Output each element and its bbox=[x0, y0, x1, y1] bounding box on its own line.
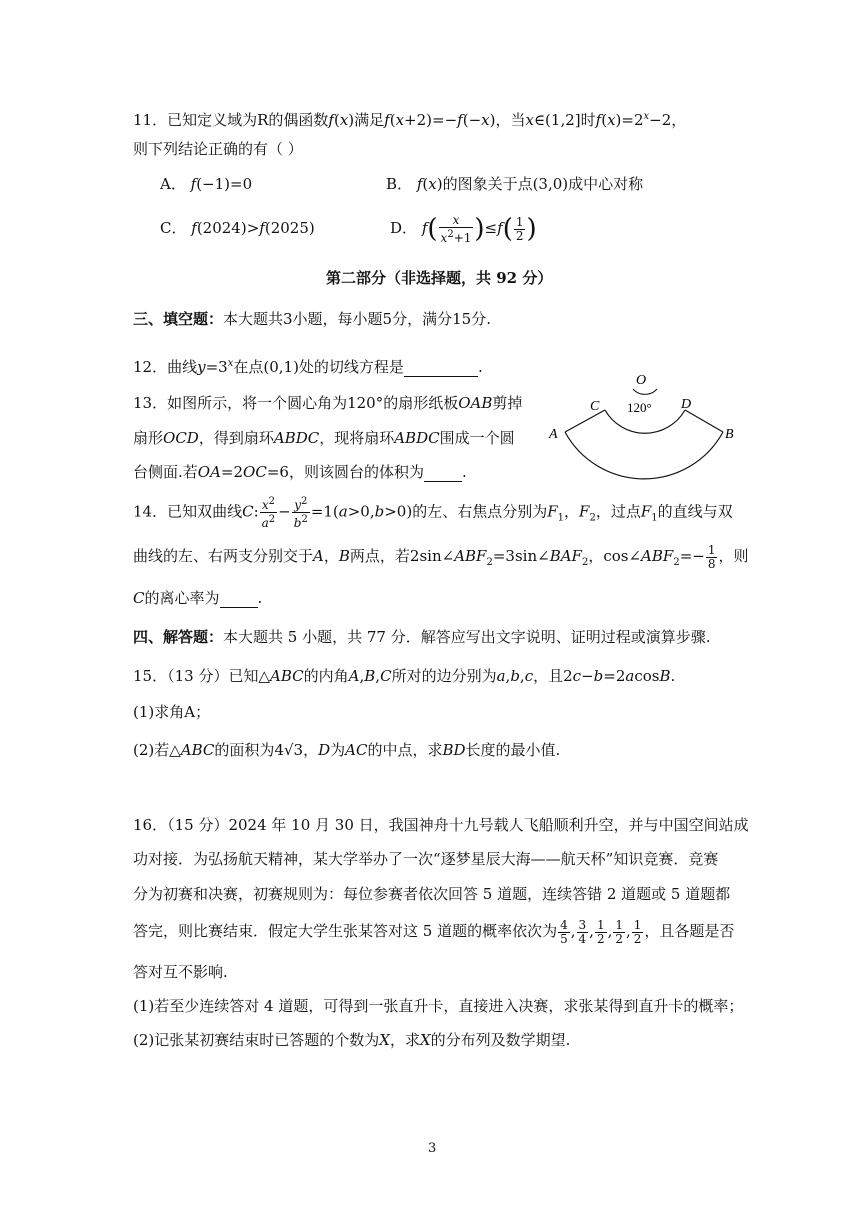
label-c: C bbox=[590, 399, 600, 414]
q16-part2: (2)记张某初赛结束时已答题的个数为X，求X的分布列及数学期望. bbox=[133, 1031, 571, 1049]
outer-arc bbox=[565, 432, 723, 479]
page-number: 3 bbox=[428, 1141, 437, 1156]
part2-heading: 第二部分（非选择题，共 92 分） bbox=[326, 269, 553, 287]
q16-line1: 16．（15 分）2024 年 10 月 30 日，我国神舟十九号载人飞船顺利升空，并与中国空间站成 bbox=[133, 816, 749, 834]
label-b: B bbox=[725, 427, 734, 442]
label-o: O bbox=[636, 373, 647, 388]
section4-heading: 四、解答题：本大题共 5 小题，共 77 分．解答应写出文字说明、证明过程或演算步骤. bbox=[133, 628, 711, 646]
q11-option-d: D． f( $\frac{x}{x^2+1}$ )≤f( $\frac{1}{2}$ ) bbox=[390, 212, 537, 245]
q15-part2: (2)若△ABC的面积为4√3，D为AC的中点，求BD长度的最小值. bbox=[133, 741, 561, 759]
q11-option-c: C． f(2024)>f(2025) bbox=[160, 219, 315, 237]
label-d: D bbox=[681, 397, 692, 412]
q11-option-a: A． f(−1)=0 bbox=[160, 175, 253, 193]
sector-ring-figure bbox=[545, 370, 745, 490]
q15-line1: 15．（13 分）已知△ABC的内角A,B,C所对的边分别为a,b,c，且2c−b=2acosB. bbox=[133, 667, 676, 685]
q13-line3: 台侧面.若OA=2OC=6，则该圆台的体积为 . bbox=[133, 463, 467, 481]
q16-line3: 分为初赛和决赛，初赛规则为：每位参赛者依次回答 5 道题，连续答错 2 道题或 5 道题都 bbox=[133, 885, 731, 903]
label-angle: 120° bbox=[627, 400, 652, 415]
q14-line2: 曲线的左、右两支分别交于A，B两点，若$2\sin\angle ABF_2=3\sin\angle BAF_2$，$\cos\angle ABF_2=-$ $\frac{1}{8}$ ，则 bbox=[133, 542, 749, 571]
q16-line5: 答对互不影响. bbox=[133, 963, 228, 981]
q15-part1: (1)求角A； bbox=[133, 703, 211, 721]
q16-line4: 答完，则比赛结束．假定大学生张某答对这 5 道题的概率依次为 $\frac{4}{5}$ , $\frac{3}{4}$ , $\frac{1}{2}$ , $\frac{1}{2}$ , $\frac{1}{2}$ ，且各题是否 bbox=[133, 917, 735, 946]
q14-line3: C的离心率为 . bbox=[133, 589, 263, 607]
q16-part1: (1)若至少连续答对 4 道题，可得到一张直升卡，直接进入决赛，求张某得到直升卡的概率； bbox=[133, 997, 744, 1015]
q13-line2: 扇形OCD，得到扇环ABDC，现将扇环ABDC围成一个圆 bbox=[133, 429, 515, 447]
segment-db bbox=[685, 410, 723, 432]
q12: 12．曲线$y=3^x$在点(0,1)处的切线方程是 . bbox=[133, 358, 483, 376]
angle-mark bbox=[633, 389, 657, 394]
q11-option-b: B． f(x)的图象关于点(3,0)成中心对称 bbox=[386, 175, 644, 193]
q11-line1: 11．已知定义域为R的偶函数f(x)满足f(x+2)=−f(−x)，当x∈(1,2]时$f(x)=2^x-2$， bbox=[133, 111, 687, 129]
q16-line2: 功对接．为弘扬航天精神，某大学举办了一次“逐梦星辰大海——航天杯”知识竞赛．竞赛 bbox=[133, 850, 719, 868]
q13-line1: 13．如图所示，将一个圆心角为120°的扇形纸板OAB剪掉 bbox=[133, 394, 523, 412]
section3-heading: 三、填空题：本大题共3小题，每小题5分，满分15分. bbox=[133, 310, 491, 328]
label-a: A bbox=[549, 427, 558, 442]
q11-line2: 则下列结论正确的有（ ） bbox=[133, 140, 303, 158]
q14-line1: 14．已知双曲线C: $\frac{x^2}{a^2}$ − $\frac{y^2}{b^2}$ =1(a>0,b>0)的左、右焦点分别为$F_1$，$F_2$，过点$F_1$的直线与双 bbox=[133, 496, 733, 530]
